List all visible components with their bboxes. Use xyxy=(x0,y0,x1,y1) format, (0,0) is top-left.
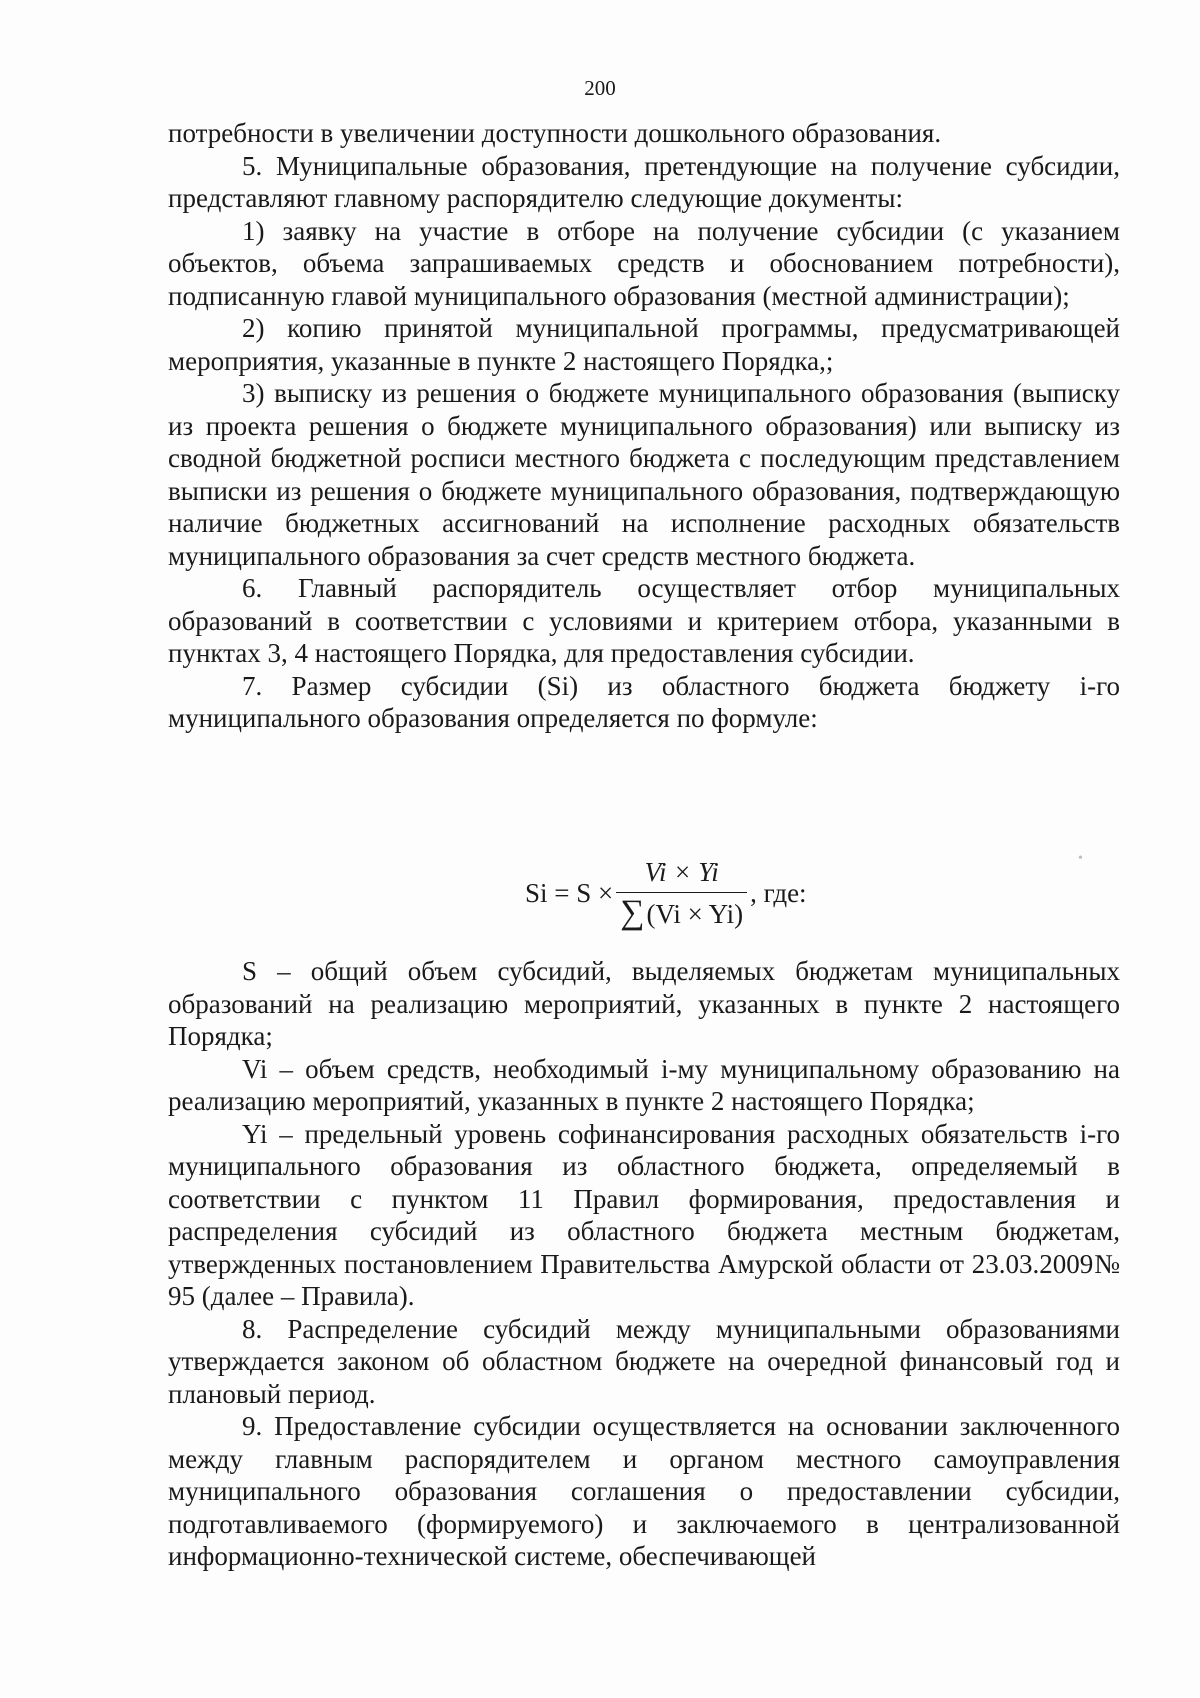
formula-fraction xyxy=(616,856,747,930)
paragraph: 5. Муниципальные образования, претендующие на получение субсидии, представляют главному распорядителю следующие документы: xyxy=(168,150,1120,213)
paragraph: 9. Предоставление субсидии осуществляется на основании заключенного между главным распорядителем и органом местного самоуправления муниципального образования соглашения о предоставлении субсидии, подготавливаемого (формируемого) и заключаемого в централизованной информационно-технической системе, обеспечивающей xyxy=(168,1411,1120,1571)
scan-artifact: • xyxy=(1078,851,1083,866)
paragraph: 6. Главный распорядитель осуществляет отбор муниципальных образований в соответствии с условиями и критерием отбора, указанными в пунктах 3, 4 настоящего Порядка, для предоставления субсидии. xyxy=(168,573,1120,668)
paragraph: 7. Размер субсидии (Si) из областного бюджета бюджету i-го муниципального образования определяется по формуле: xyxy=(168,670,1120,733)
paragraph: 1) заявку на участие в отборе на получение субсидии (с указанием объектов, объема запрашиваемых средств и обоснованием потребности), подписанную главой муниципального образования (местной администрации); xyxy=(168,215,1120,311)
formula-denominator-text: (Vi × Yi) xyxy=(646,898,744,929)
paragraph: Yi – предельный уровень софинансирования расходных обязательств i-го муниципального образования из областного бюджета, определяемый в соответствии с пунктом 11 Правил формирования, предоставления и распределения субсидий из областного бюджета местным бюджетам, утвержденных постановлением Правительства Амурской области от 23.03.2009№ 95 (далее – Правила). xyxy=(168,1118,1120,1311)
paragraph: потребности в увеличении доступности дошкольного образования. xyxy=(168,118,942,148)
body-text-top xyxy=(168,117,1120,735)
paragraph: S – общий объем субсидий, выделяемых бюджетам муниципальных образований на реализацию мероприятий, указанных в пункте 2 настоящего Порядка; xyxy=(168,956,1120,1051)
formula-denominator xyxy=(616,892,747,931)
paragraph: 3) выписку из решения о бюджете муниципального образования (выписку из проекта решения о бюджете муниципального образования) или выписку из сводной бюджетной росписи местного бюджета с последующим представлением выписки из решения о бюджете муниципального образования, подтверждающую наличие бюджетных ассигнований на исполнение расходных обязательств муниципального образования за счет средств местного бюджета. xyxy=(168,378,1120,571)
page-number: 200 xyxy=(584,76,616,100)
paragraph: 2) копию принятой муниципальной программы, предусматривающей мероприятия, указанные в пункте 2 настоящего Порядка,; xyxy=(168,313,1120,376)
subsidy-formula xyxy=(525,838,807,948)
formula-suffix: , где: xyxy=(750,877,807,908)
body-text-bottom xyxy=(168,955,1120,1573)
paragraph: Vi – объем средств, необходимый i-му муниципальному образованию на реализацию мероприятий, указанных в пункте 2 настоящего Порядка; xyxy=(168,1053,1120,1116)
formula-numerator: Vi × Yi xyxy=(644,857,719,887)
paragraph: 8. Распределение субсидий между муниципальными образованиями утверждается законом об областном бюджете на очередной финансовый год и плановый период. xyxy=(168,1313,1120,1409)
formula-lhs: Si = S × xyxy=(525,877,614,908)
sigma-symbol: ∑ xyxy=(620,893,645,931)
